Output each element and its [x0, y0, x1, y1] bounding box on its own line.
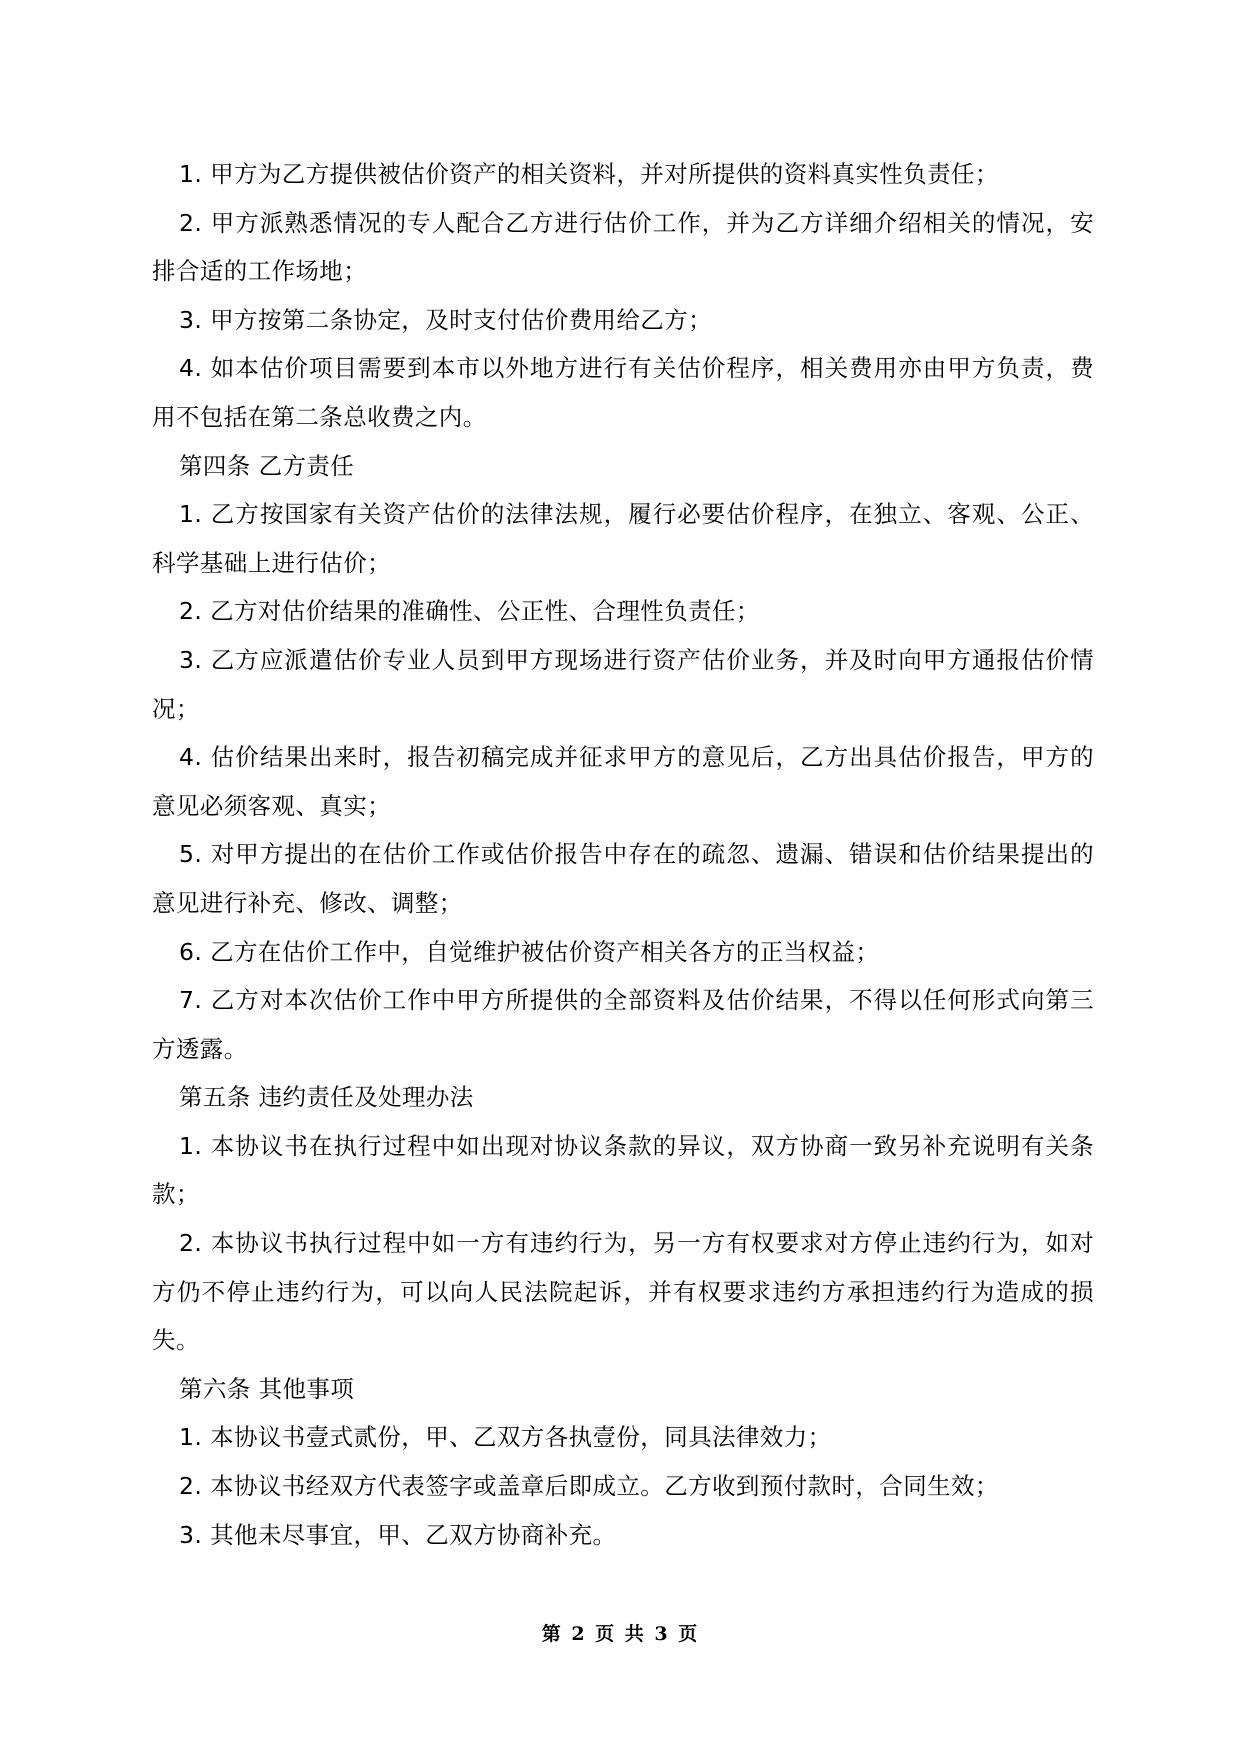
clause-paragraph: 2. 乙方对估价结果的准确性、公正性、合理性负责任； [179, 597, 760, 626]
section-heading: 第四条 乙方责任 [179, 451, 355, 480]
clause-paragraph: 3. 乙方应派遣估价专业人员到甲方现场进行资产估价业务，并及时向甲方通报估价情况； [152, 645, 1094, 723]
clause-paragraph: 2. 本协议书执行过程中如一方有违约行为，另一方有权要求对方停止违约行为，如对方仍不停止违约行为，可以向人民法院起诉，并有权要求违约方承担违约行为造成的损失。 [152, 1229, 1094, 1355]
clause-paragraph: 1. 甲方为乙方提供被估价资产的相关资料，并对所提供的资料真实性负责任； [179, 160, 999, 188]
section-heading: 第六条 其他事项 [179, 1374, 355, 1403]
clause-paragraph: 1. 本协议书壹式贰份，甲、乙双方各执壹份，同具法律效力； [179, 1423, 832, 1452]
clause-paragraph: 7. 乙方对本次估价工作中甲方所提供的全部资料及估价结果，不得以任何形式向第三方透露。 [152, 986, 1094, 1063]
clause-paragraph: 4. 如本估价项目需要到本市以外地方进行有关估价程序，相关费用亦由甲方负责，费用不包括在第二条总收费之内。 [152, 354, 1094, 431]
clause-paragraph: 1. 乙方按国家有关资产估价的法律法规，履行必要估价程序，在独立、客观、公正、科学基础上进行估价； [152, 500, 1094, 577]
clause-paragraph: 5. 对甲方提出的在估价工作或估价报告中存在的疏忽、遗漏、错误和估价结果提出的意见进行补充、修改、调整； [152, 840, 1094, 917]
clause-paragraph: 3. 甲方按第二条协定，及时支付估价费用给乙方； [179, 305, 712, 334]
section-heading: 第五条 违约责任及处理办法 [179, 1083, 474, 1112]
document-body [152, 150, 1094, 1559]
clause-paragraph: 4. 估价结果出来时，报告初稿完成并征求甲方的意见后，乙方出具估价报告，甲方的意见必须客观、真实； [152, 743, 1094, 820]
clause-paragraph: 6. 乙方在估价工作中，自觉维护被估价资产相关各方的正当权益； [179, 937, 880, 966]
clause-paragraph: 1. 本协议书在执行过程中如出现对协议条款的异议，双方协商一致另补充说明有关条款； [152, 1131, 1094, 1209]
page-number-footer: 第 2 页 共 3 页 [541, 1623, 700, 1645]
clause-paragraph: 2. 甲方派熟悉情况的专人配合乙方进行估价工作，并为乙方详细介绍相关的情况，安排合适的工作场地； [152, 208, 1094, 286]
clause-paragraph: 2. 本协议书经双方代表签字或盖章后即成立。乙方收到预付款时，合同生效； [179, 1472, 999, 1501]
clause-paragraph: 3. 其他未尽事宜，甲、乙双方协商补充。 [179, 1520, 617, 1549]
